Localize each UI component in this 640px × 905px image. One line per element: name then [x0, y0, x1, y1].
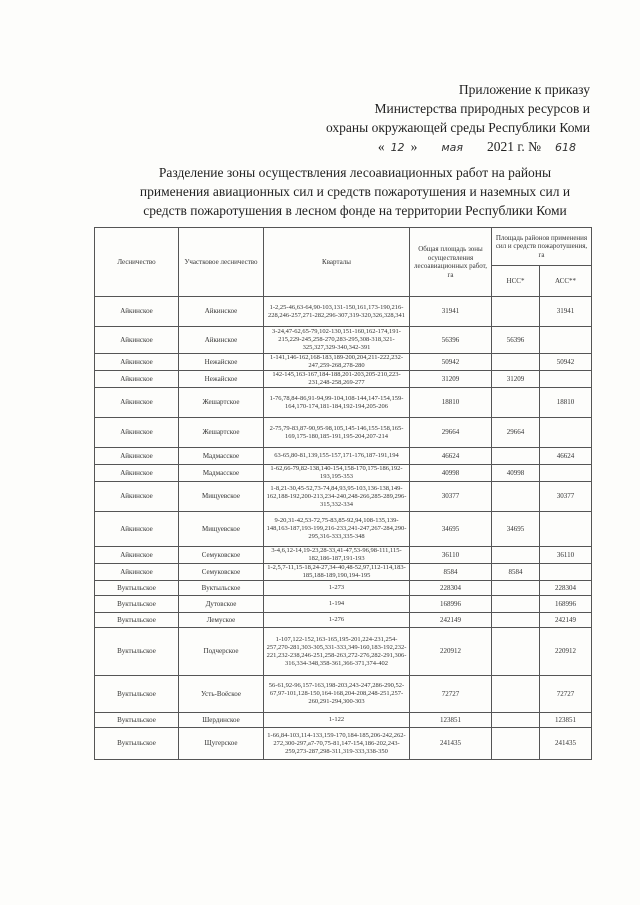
- document-title: [95, 163, 615, 220]
- asp-area-cell: 168996: [540, 596, 592, 613]
- order-appendix-header: [326, 80, 590, 157]
- asp-area-cell: [540, 465, 592, 482]
- district-cell: Айкинское: [179, 327, 264, 354]
- table-row: [95, 465, 592, 482]
- forestry-cell: Вуктыльское: [95, 628, 179, 676]
- district-cell: Усть-Воёское: [179, 676, 264, 713]
- quarters-cell: 9-20,31-42,53-72,75-83,85-92,94,108-135,139-148,163-187,193-199,216-233,241-247,267-284,290-295,316-333,335-348: [264, 512, 410, 547]
- title-line-3: средств пожаротушения в лесном фонде на территории Республики Коми: [143, 203, 567, 218]
- quarters-cell: 3-24,47-62,65-79,102-130,151-160,162-174,191-215,229-245,258-270,283-295,308-318,321-325,327,329-340,342-391: [264, 327, 410, 354]
- nsp-area-cell: 29664: [492, 418, 540, 448]
- table-row: [95, 482, 592, 512]
- forestry-cell: Айкинское: [95, 371, 179, 388]
- total-area-cell: 36110: [410, 547, 492, 564]
- asp-area-cell: 241435: [540, 728, 592, 760]
- appendix-line: Приложение к приказу: [458, 82, 590, 97]
- quarters-cell: 1-76,78,84-86,91-94,99-104,108-144,147-154,159-164,170-174,181-184,192-194,205-206: [264, 388, 410, 418]
- table-row: [95, 547, 592, 564]
- quarters-cell: 1-107,122-152,163-165,195-201,224-231,254-257,270-281,303-305,331-333,349-160,183-192,232-221,232-238,246-251,258-263,272-276,282-291,306-316,334-348,358-361,366-371,374-402: [264, 628, 410, 676]
- table-row: [95, 728, 592, 760]
- total-area-cell: 56396: [410, 327, 492, 354]
- forestry-cell: Вуктыльское: [95, 728, 179, 760]
- asp-area-cell: 50942: [540, 354, 592, 371]
- asp-area-cell: [540, 327, 592, 354]
- title-line-2: применения авиационных сил и средств пожаротушения и наземных сил и: [139, 184, 571, 199]
- total-area-cell: 18810: [410, 388, 492, 418]
- ministry-line: Министерства природных ресурсов и: [374, 101, 590, 116]
- quarters-cell: 1-66,84-103,114-133,159-170,184-185,206-242,262-272,300-297,a7-70,75-81,147-154,186-202,243-259,273-287,298-311,319-333,338-350: [264, 728, 410, 760]
- nsp-area-cell: [492, 547, 540, 564]
- table-row: [95, 713, 592, 728]
- table-row: [95, 418, 592, 448]
- asp-area-cell: 30377: [540, 482, 592, 512]
- asp-area-cell: 46624: [540, 448, 592, 465]
- table-row: [95, 371, 592, 388]
- district-cell: Айкинское: [179, 297, 264, 327]
- table-row: [95, 613, 592, 628]
- quarters-cell: 1-273: [264, 581, 410, 596]
- nsp-area-cell: [492, 482, 540, 512]
- quarters-cell: 1-141,146-162,168-183,189-200,204,211-222,232-247,259-268,278-280: [264, 354, 410, 371]
- forestry-cell: Вуктыльское: [95, 713, 179, 728]
- asp-area-cell: 220912: [540, 628, 592, 676]
- header-district: Участковое лесничество: [179, 228, 264, 297]
- district-cell: Нежайское: [179, 354, 264, 371]
- forest-zones-table: [94, 227, 592, 760]
- asp-area-cell: 18810: [540, 388, 592, 418]
- district-cell: Шердинское: [179, 713, 264, 728]
- nsp-area-cell: 56396: [492, 327, 540, 354]
- nsp-area-cell: 40998: [492, 465, 540, 482]
- forestry-cell: Айкинское: [95, 418, 179, 448]
- table-row: [95, 327, 592, 354]
- quarters-cell: 1-276: [264, 613, 410, 628]
- table-row: [95, 596, 592, 613]
- district-cell: Жешартское: [179, 418, 264, 448]
- table-row: [95, 564, 592, 581]
- district-cell: Щугерское: [179, 728, 264, 760]
- header-nsp: НСС*: [492, 266, 540, 297]
- district-cell: Подчерское: [179, 628, 264, 676]
- quarters-cell: 2-75,79-83,87-90,95-98,105,145-146,155-158,165-169,175-180,185-191,195-204,207-214: [264, 418, 410, 448]
- quarters-cell: 1-194: [264, 596, 410, 613]
- nsp-area-cell: [492, 448, 540, 465]
- order-date-line: [326, 137, 590, 157]
- district-cell: Семуковское: [179, 564, 264, 581]
- forestry-cell: Вуктыльское: [95, 676, 179, 713]
- nsp-area-cell: [492, 628, 540, 676]
- district-cell: Жешартское: [179, 388, 264, 418]
- asp-area-cell: 72727: [540, 676, 592, 713]
- forestry-cell: Айкинское: [95, 327, 179, 354]
- table-row: [95, 676, 592, 713]
- table-row: [95, 297, 592, 327]
- forestry-cell: Айкинское: [95, 448, 179, 465]
- forestry-cell: Айкинское: [95, 388, 179, 418]
- order-number: 618: [555, 141, 576, 154]
- total-area-cell: 40998: [410, 465, 492, 482]
- forestry-cell: Айкинское: [95, 482, 179, 512]
- forestry-cell: Вуктыльское: [95, 581, 179, 596]
- header-quarters: Кварталы: [264, 228, 410, 297]
- forestry-cell: Айкинское: [95, 547, 179, 564]
- nsp-area-cell: [492, 613, 540, 628]
- date-close-quote: »: [410, 139, 418, 154]
- header-asp: АСС**: [540, 266, 592, 297]
- quarters-cell: 63-65,80-81,139,155-157,171-176,187-191,194: [264, 448, 410, 465]
- forestry-cell: Айкинское: [95, 297, 179, 327]
- quarters-cell: 1-62,66-79,82-138,140-154,158-170,175-186,192-193,195-353: [264, 465, 410, 482]
- quarters-cell: 1-2,25-46,63-64,90-103,131-150,161,173-190,216-228,246-257,271-282,296-307,319-320,326,328,341: [264, 297, 410, 327]
- asp-area-cell: [540, 371, 592, 388]
- table-row: [95, 448, 592, 465]
- total-area-cell: 29664: [410, 418, 492, 448]
- quarters-cell: 1-8,21-30,45-52,73-74,84,93,95-103,136-138,149-162,188-192,200-213,234-240,248-266,285-289,296-315,332-334: [264, 482, 410, 512]
- ministry-line-2: охраны окружающей среды Республики Коми: [326, 120, 590, 135]
- asp-area-cell: 123851: [540, 713, 592, 728]
- nsp-area-cell: [492, 354, 540, 371]
- forestry-cell: Вуктыльское: [95, 596, 179, 613]
- asp-area-cell: [540, 564, 592, 581]
- date-open-quote: «: [377, 139, 385, 154]
- total-area-cell: 241435: [410, 728, 492, 760]
- forestry-cell: Вуктыльское: [95, 613, 179, 628]
- asp-area-cell: [540, 512, 592, 547]
- total-area-cell: 123851: [410, 713, 492, 728]
- nsp-area-cell: [492, 297, 540, 327]
- nsp-area-cell: [492, 713, 540, 728]
- table-row: [95, 581, 592, 596]
- total-area-cell: 46624: [410, 448, 492, 465]
- nsp-area-cell: 31209: [492, 371, 540, 388]
- forestry-cell: Айкинское: [95, 512, 179, 547]
- forestry-cell: Айкинское: [95, 354, 179, 371]
- district-cell: Мадмасское: [179, 448, 264, 465]
- total-area-cell: 242149: [410, 613, 492, 628]
- total-area-cell: 30377: [410, 482, 492, 512]
- district-cell: Семуковское: [179, 547, 264, 564]
- title-line-1: Разделение зоны осуществления лесоавиационных работ на районы: [158, 165, 552, 180]
- nsp-area-cell: [492, 728, 540, 760]
- quarters-cell: 56-61,92-96,157-163,198-203,243-247,286-290,52-67,97-101,128-150,164-168,204-208,248-251,257-260,291-294,300-303: [264, 676, 410, 713]
- order-day: 12: [390, 141, 405, 154]
- forestry-cell: Айкинское: [95, 564, 179, 581]
- header-total-area: Общая площадь зоны осуществления лесоавиационных работ, га: [410, 228, 492, 297]
- quarters-cell: 142-145,163-167,184-188,201-203,205-210,223-231,248-258,269-277: [264, 371, 410, 388]
- forestry-cell: Айкинское: [95, 465, 179, 482]
- total-area-cell: 72727: [410, 676, 492, 713]
- total-area-cell: 228304: [410, 581, 492, 596]
- quarters-cell: 3-4,6,12-14,19-23,28-33,41-47,53-96,98-111,115-182,186-187,191-193: [264, 547, 410, 564]
- header-forestry: Лесничество: [95, 228, 179, 297]
- total-area-cell: 8584: [410, 564, 492, 581]
- district-cell: Мищуевское: [179, 482, 264, 512]
- district-cell: Мищуевское: [179, 512, 264, 547]
- asp-area-cell: [540, 418, 592, 448]
- total-area-cell: 31209: [410, 371, 492, 388]
- total-area-cell: 220912: [410, 628, 492, 676]
- total-area-cell: 50942: [410, 354, 492, 371]
- total-area-cell: 31941: [410, 297, 492, 327]
- district-cell: Вуктыльское: [179, 581, 264, 596]
- order-year-number-label: 2021 г. №: [486, 139, 541, 154]
- asp-area-cell: 31941: [540, 297, 592, 327]
- total-area-cell: 168996: [410, 596, 492, 613]
- nsp-area-cell: [492, 388, 540, 418]
- nsp-area-cell: 34695: [492, 512, 540, 547]
- table-row: [95, 388, 592, 418]
- district-cell: Мадмасское: [179, 465, 264, 482]
- table-row: [95, 354, 592, 371]
- quarters-cell: 1-2,5,7-11,15-18,24-27,34-40,48-52,97,112-114,183-185,188-189,190,194-195: [264, 564, 410, 581]
- total-area-cell: 34695: [410, 512, 492, 547]
- nsp-area-cell: [492, 676, 540, 713]
- asp-area-cell: 228304: [540, 581, 592, 596]
- asp-area-cell: 242149: [540, 613, 592, 628]
- nsp-area-cell: [492, 581, 540, 596]
- table-row: [95, 628, 592, 676]
- order-month: мая: [441, 141, 463, 154]
- header-area-group: Площадь районов применения сил и средств пожаротушения, га: [492, 228, 592, 266]
- quarters-cell: 1-122: [264, 713, 410, 728]
- nsp-area-cell: [492, 596, 540, 613]
- asp-area-cell: 36110: [540, 547, 592, 564]
- nsp-area-cell: 8584: [492, 564, 540, 581]
- district-cell: Лемуское: [179, 613, 264, 628]
- district-cell: Нежайское: [179, 371, 264, 388]
- table-row: [95, 512, 592, 547]
- district-cell: Дутовское: [179, 596, 264, 613]
